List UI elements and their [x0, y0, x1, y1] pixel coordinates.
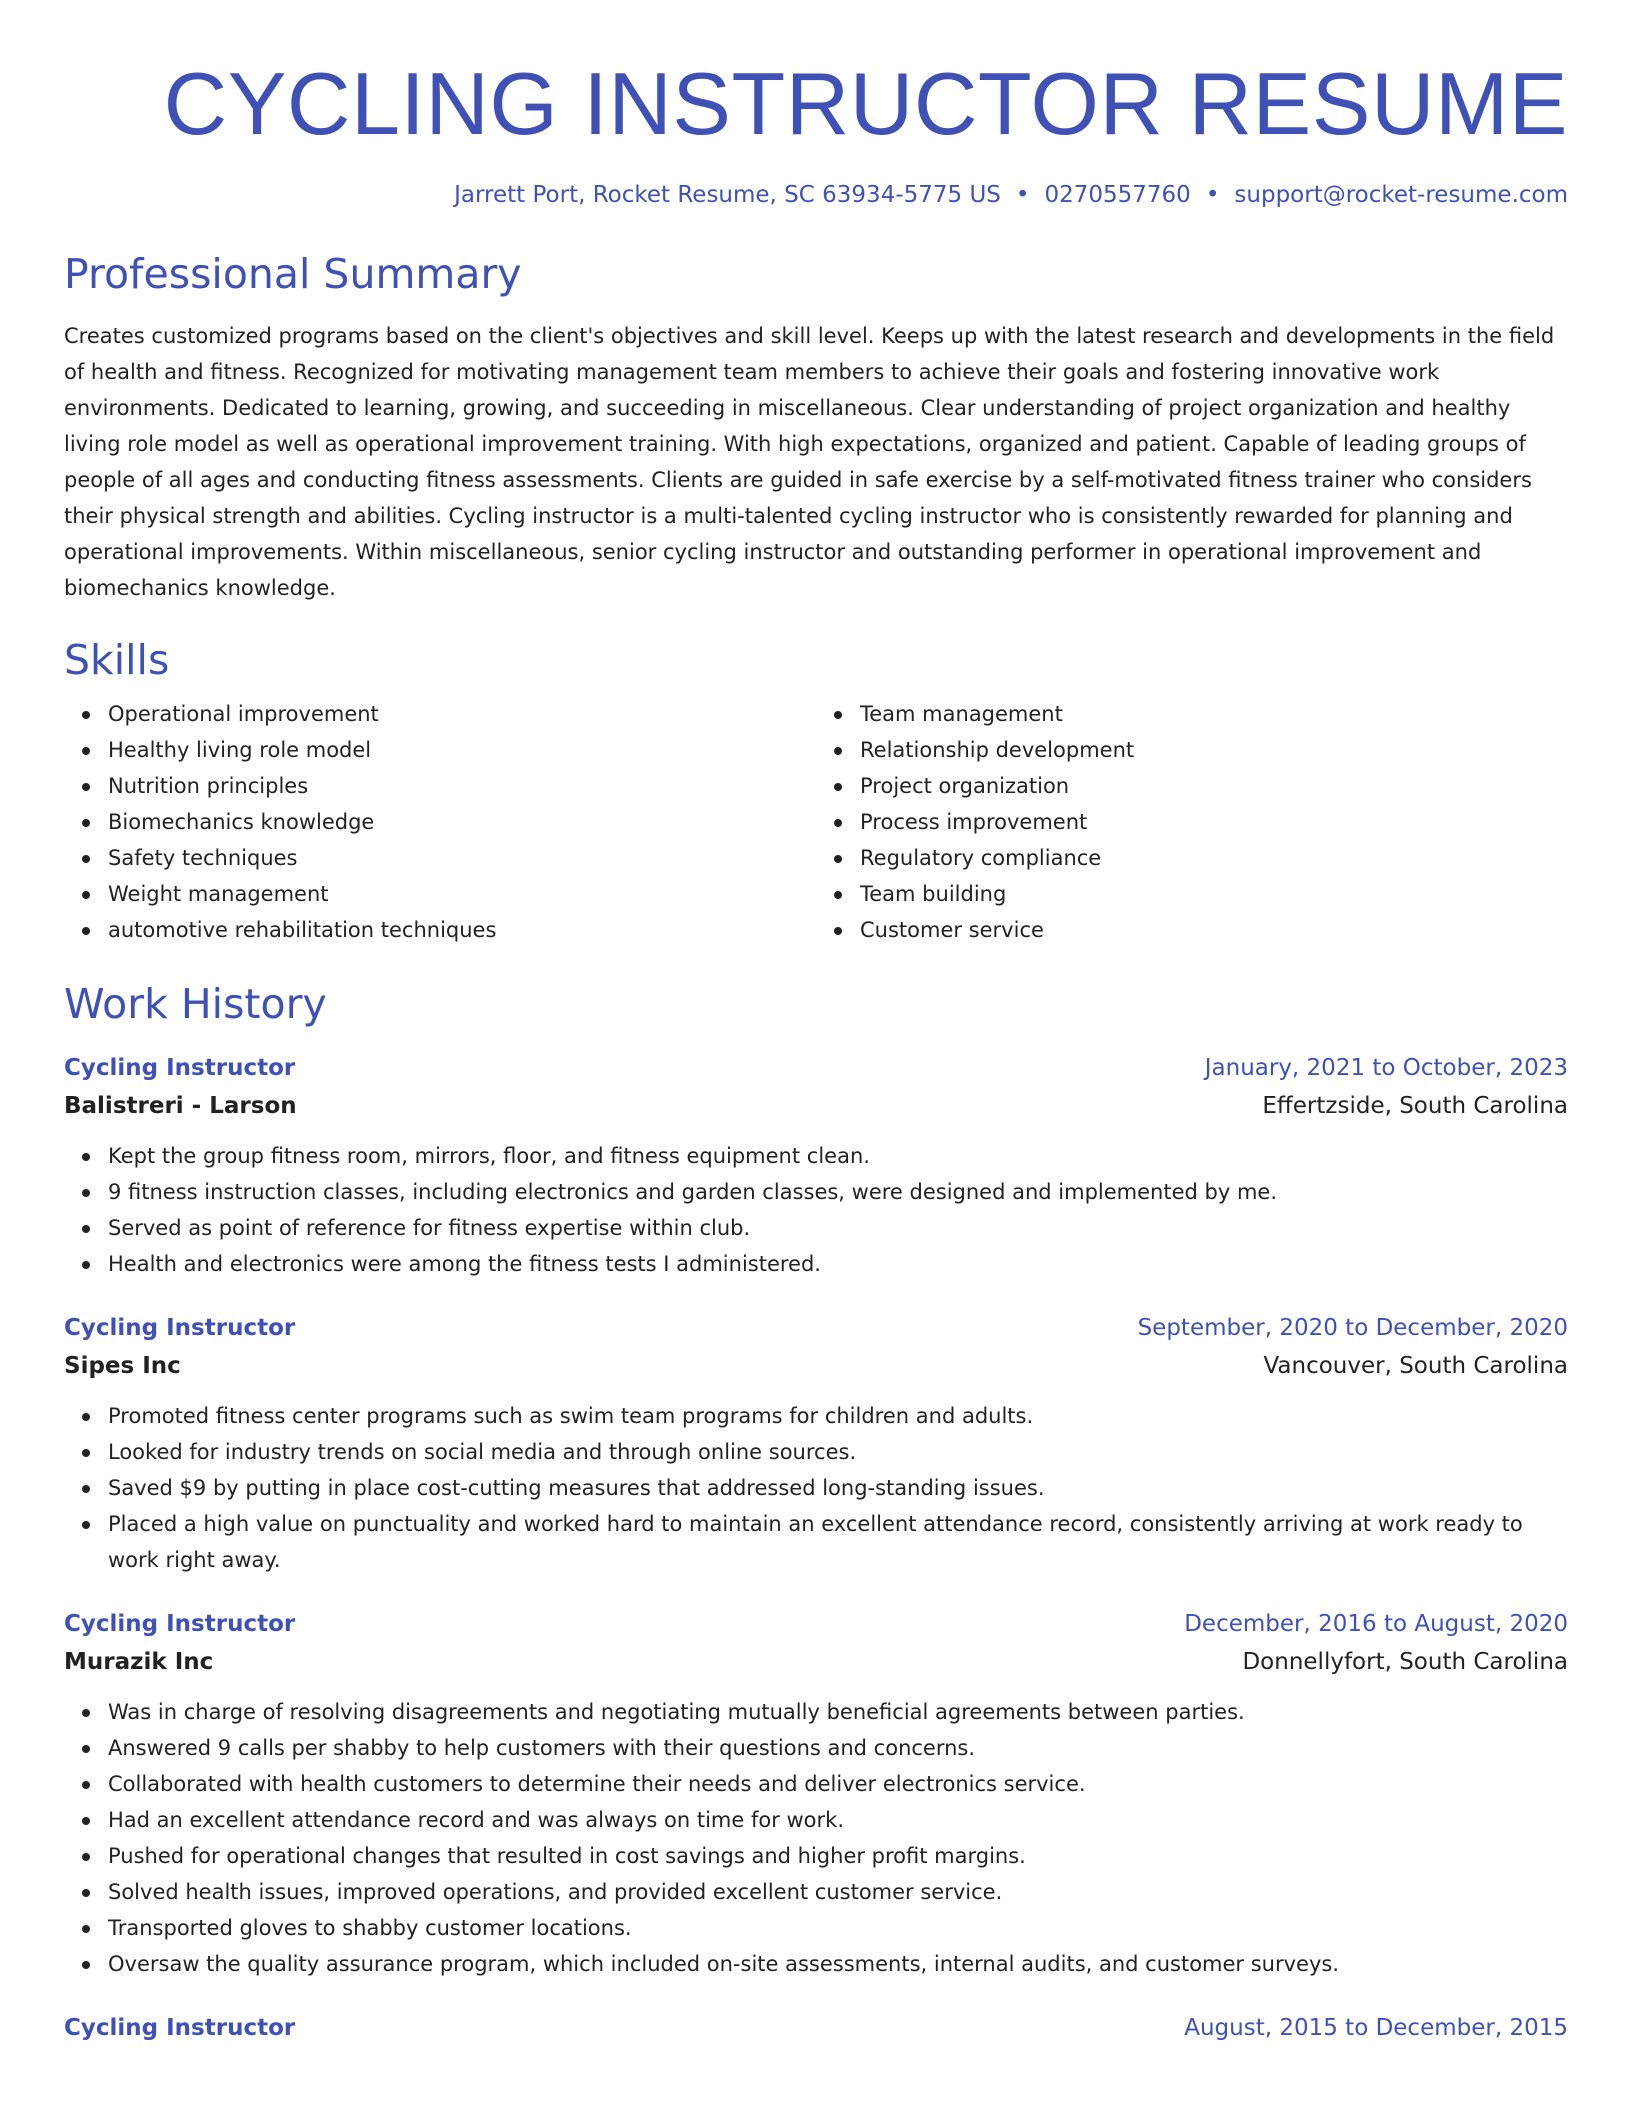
job-bullet: Served as point of reference for fitness expertise within club. — [108, 1210, 1568, 1246]
job-bullet: Kept the group fitness room, mirrors, floor, and fitness equipment clean. — [108, 1138, 1568, 1174]
skill-item: Safety techniques — [108, 840, 816, 876]
job-location: Vancouver, South Carolina — [1263, 1353, 1568, 1379]
resume-title: CYCLING INSTRUCTOR RESUME — [163, 54, 1568, 153]
job-bullet: 9 fitness instruction classes, including electronics and garden classes, were designed and implemented by me. — [108, 1174, 1568, 1210]
skill-item: Relationship development — [860, 732, 1568, 768]
skills-list-left — [64, 696, 816, 948]
job-entry — [64, 1606, 1568, 1982]
job-bullet: Oversaw the quality assurance program, which included on-site assessments, internal audits, and customer surveys. — [108, 1946, 1568, 1982]
job-company: Balistreri - Larson — [64, 1093, 297, 1119]
job-bullet: Saved $9 by putting in place cost-cutting measures that addressed long-standing issues. — [108, 1470, 1568, 1506]
job-entry — [64, 1050, 1568, 1282]
section-heading-skills: Skills — [64, 636, 170, 684]
job-company: Murazik Inc — [64, 1649, 214, 1675]
job-title: Cycling Instructor — [64, 2015, 296, 2041]
job-dates: September, 2020 to December, 2020 — [1137, 1315, 1568, 1341]
job-title-row — [64, 1050, 1568, 1086]
skill-item: Weight management — [108, 876, 816, 912]
skill-item: Healthy living role model — [108, 732, 816, 768]
job-company: Sipes Inc — [64, 1353, 181, 1379]
skills-list-right — [816, 696, 1568, 948]
contact-address: Jarrett Port, Rocket Resume, SC 63934-5775 US — [454, 182, 1001, 208]
job-bullet: Had an excellent attendance record and was always on time for work. — [108, 1802, 1568, 1838]
job-title-row — [64, 1310, 1568, 1346]
job-entry — [64, 1310, 1568, 1578]
job-bullets — [64, 1398, 1568, 1578]
job-bullets — [64, 1138, 1568, 1282]
job-bullet: Answered 9 calls per shabby to help customers with their questions and concerns. — [108, 1730, 1568, 1766]
skill-item: Regulatory compliance — [860, 840, 1568, 876]
job-location: Effertzside, South Carolina — [1262, 1093, 1568, 1119]
job-dates: December, 2016 to August, 2020 — [1184, 1611, 1568, 1637]
job-location: Donnellyfort, South Carolina — [1242, 1649, 1568, 1675]
job-bullets — [64, 1694, 1568, 1982]
job-title: Cycling Instructor — [64, 1611, 296, 1637]
job-dates: January, 2021 to October, 2023 — [1204, 1055, 1568, 1081]
skills-grid — [64, 696, 1568, 948]
skill-item: Team building — [860, 876, 1568, 912]
professional-summary-section — [64, 248, 1568, 606]
skill-item: Biomechanics knowledge — [108, 804, 816, 840]
work-history-section — [64, 978, 1568, 2046]
skill-item: Operational improvement — [108, 696, 816, 732]
summary-text: Creates customized programs based on the client's objectives and skill level. Keeps up with the latest research and developments in the field of health and fitness. Recognized for motivating management team members to achieve their goals and fostering innovative work environments. Dedicated to learning, growing, and succeeding in miscellaneous. Clear understanding of project organization and healthy living role model as well as operational improvement training. With high expectations, organized and patient. Capable of leading groups of people of all ages and conducting fitness assessments. Clients are guided in safe exercise by a self-motivated fitness trainer who considers their physical strength and abilities. Cycling instructor is a multi-talented cycling instructor who is consistently rewarded for planning and operational improvements. Within miscellaneous, senior cycling instructor and outstanding performer in operational improvement and biomechanics knowledge. — [64, 324, 1555, 600]
skill-item: Nutrition principles — [108, 768, 816, 804]
job-bullet: Was in charge of resolving disagreements and negotiating mutually beneficial agreements between parties. — [108, 1694, 1568, 1730]
job-bullet: Health and electronics were among the fitness tests I administered. — [108, 1246, 1568, 1282]
job-dates: August, 2015 to December, 2015 — [1184, 2015, 1568, 2041]
skills-section — [64, 634, 1568, 948]
job-bullet: Placed a high value on punctuality and worked hard to maintain an excellent attendance record, consistently arriving at work ready to work right away. — [108, 1506, 1568, 1578]
job-bullet: Looked for industry trends on social media and through online sources. — [108, 1434, 1568, 1470]
job-bullet: Promoted fitness center programs such as swim team programs for children and adults. — [108, 1398, 1568, 1434]
job-entry — [64, 2010, 1568, 2046]
job-title: Cycling Instructor — [64, 1315, 296, 1341]
skill-item: Team management — [860, 696, 1568, 732]
skill-item: automotive rehabilitation techniques — [108, 912, 816, 948]
job-title-row — [64, 2010, 1568, 2046]
job-bullet: Collaborated with health customers to determine their needs and deliver electronics service. — [108, 1766, 1568, 1802]
contact-phone: 0270557760 — [1044, 182, 1191, 208]
job-company-row — [64, 1086, 1568, 1126]
section-heading-work-history: Work History — [64, 980, 327, 1028]
job-bullet: Transported gloves to shabby customer locations. — [108, 1910, 1568, 1946]
job-title: Cycling Instructor — [64, 1055, 296, 1081]
skill-item: Customer service — [860, 912, 1568, 948]
job-title-row — [64, 1606, 1568, 1642]
job-company-row — [64, 1642, 1568, 1682]
contact-line — [64, 178, 1568, 212]
skill-item: Process improvement — [860, 804, 1568, 840]
contact-separator: • — [1205, 182, 1220, 208]
contact-email: support@rocket-resume.com — [1234, 182, 1568, 208]
job-bullet: Pushed for operational changes that resulted in cost savings and higher profit margins. — [108, 1838, 1568, 1874]
contact-separator: • — [1015, 182, 1030, 208]
skill-item: Project organization — [860, 768, 1568, 804]
resume-header — [64, 48, 1568, 212]
job-bullet: Solved health issues, improved operations, and provided excellent customer service. — [108, 1874, 1568, 1910]
section-heading-summary: Professional Summary — [64, 250, 522, 298]
job-company-row — [64, 1346, 1568, 1386]
